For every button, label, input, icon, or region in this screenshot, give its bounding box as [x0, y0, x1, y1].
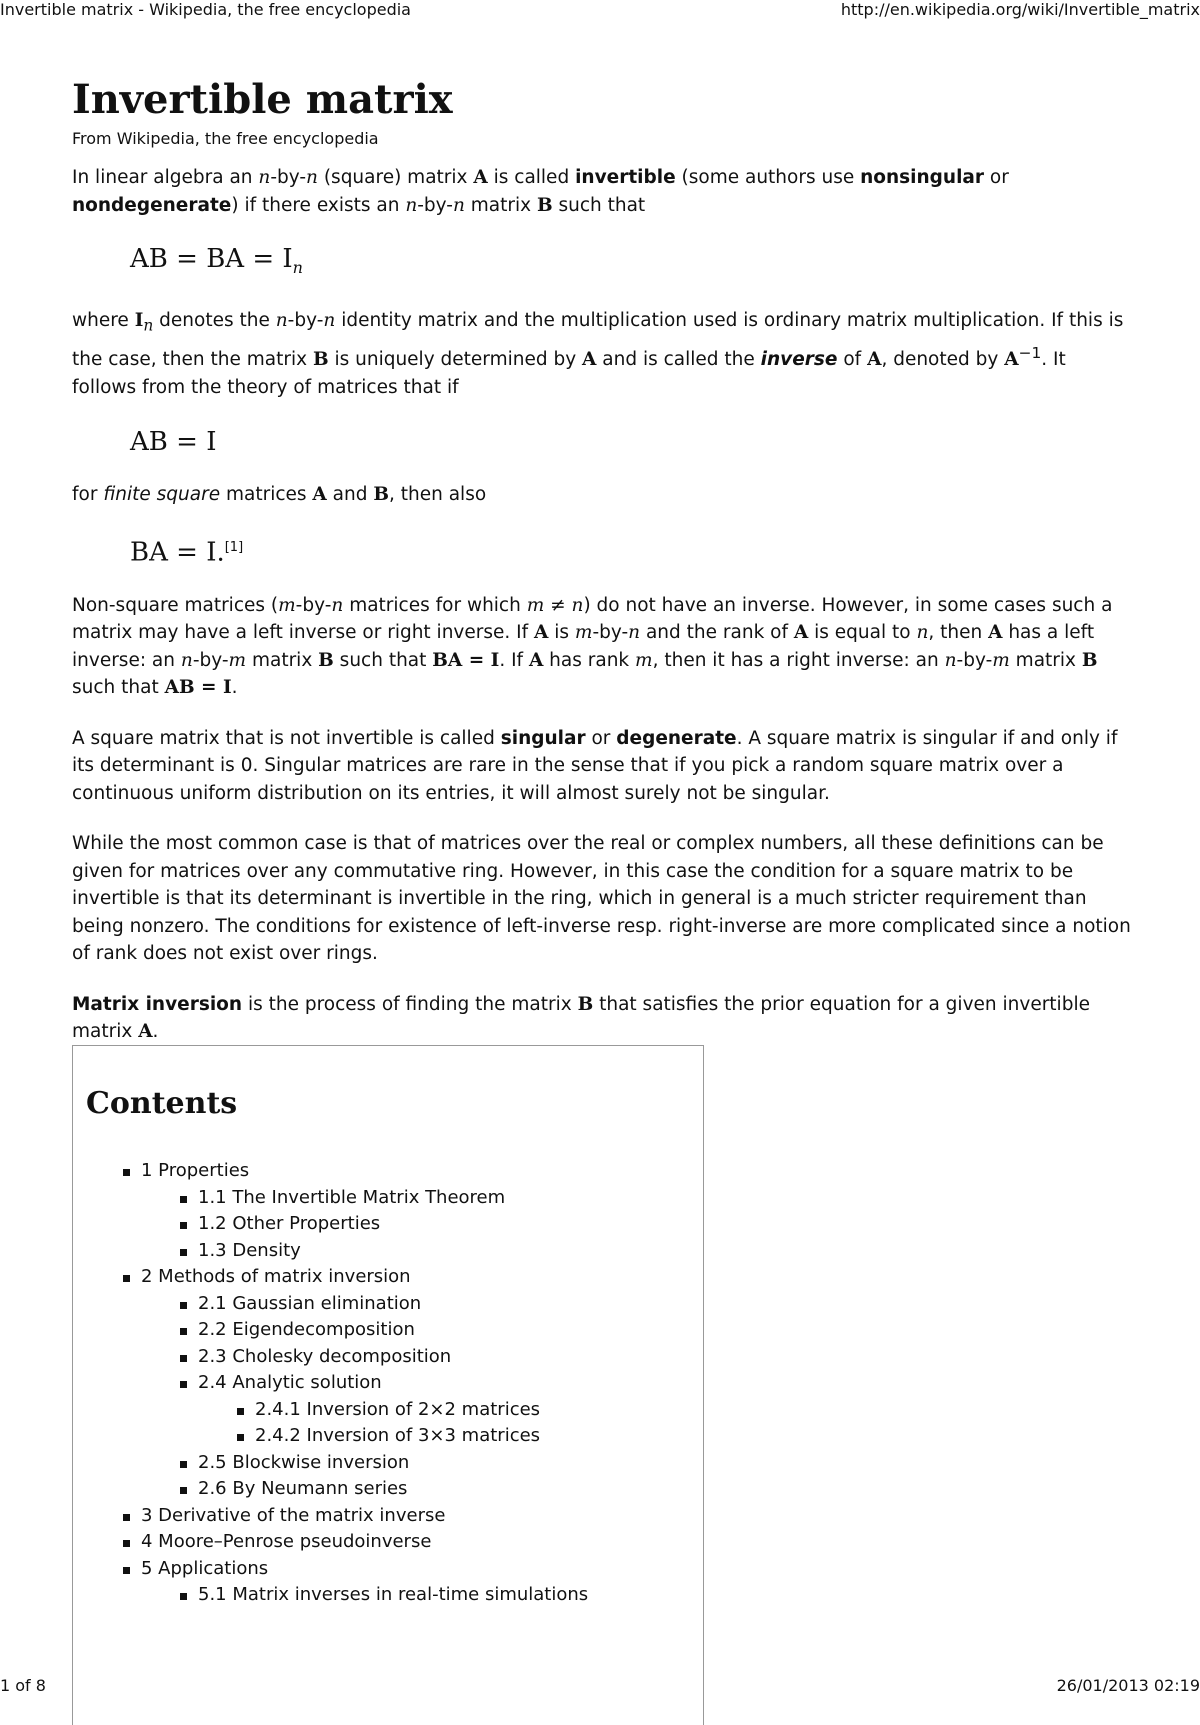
- print-footer-datetime: 26/01/2013 02:19: [1056, 1676, 1200, 1695]
- toc-item[interactable]: 2.6 By Neumann series: [180, 1476, 588, 1503]
- toc-item[interactable]: 1.3 Density: [180, 1238, 588, 1265]
- equation-ab-i: AB = I: [130, 426, 217, 457]
- toc-item[interactable]: 2.4.1 Inversion of 2×2 matrices: [237, 1397, 588, 1424]
- toc-item[interactable]: 2.4.2 Inversion of 3×3 matrices: [237, 1423, 588, 1450]
- reference-1-link[interactable]: [1]: [224, 540, 244, 556]
- toc-item[interactable]: 3 Derivative of the matrix inverse: [123, 1503, 588, 1530]
- term-nonsingular: nonsingular: [860, 167, 985, 188]
- print-header: [0, 0, 1200, 22]
- definition-paragraph: where $I_n$ denotes the n-by-n identity matrix and the multiplication used is ordinary matrix multiplication. If this is the case, then the matrix B is uniquely determined by A and is called the inverse of A, denoted by $A^{-1}$. It follows from the theory of matrices that if: [72, 310, 1124, 399]
- finite-square-paragraph: for finite square matrices A and B, then also: [72, 483, 487, 505]
- toc-list: [123, 1158, 588, 1609]
- toc-item[interactable]: 2 Methods of matrix inversion: [123, 1264, 588, 1291]
- toc-item[interactable]: 4 Moore–Penrose pseudoinverse: [123, 1529, 588, 1556]
- term-singular: singular: [500, 727, 586, 749]
- toc-heading: Contents: [86, 1086, 238, 1121]
- page-title: Invertible matrix: [72, 76, 453, 123]
- term-nondegenerate: nondegenerate: [72, 194, 232, 216]
- term-finite-square: finite square: [103, 483, 221, 505]
- print-footer-page: 1 of 8: [0, 1676, 46, 1695]
- intro-paragraph: In linear algebra an n-by-n (square) matrix A is called invertible (some authors use nonsingular or nondegenerate) if there exists an n-by-n matrix B such that: [72, 167, 1009, 216]
- term-matrix-inversion: Matrix inversion: [72, 993, 243, 1015]
- toc-item[interactable]: 2.2 Eigendecomposition: [180, 1317, 588, 1344]
- matrix-inversion-paragraph: Matrix inversion is the process of finding the matrix B that satisfies the prior equation for a given invertible matrix A.: [72, 993, 1090, 1043]
- term-inverse: inverse: [760, 349, 838, 371]
- print-footer: [0, 1676, 1200, 1698]
- toc-item[interactable]: 1.2 Other Properties: [180, 1211, 588, 1238]
- ring-paragraph: While the most common case is that of matrices over the real or complex numbers, all these definitions can be given for matrices over any commutative ring. However, in this case the condition for a square matrix to be invertible is that its determinant is invertible in the ring, which in general is a much stricter requirement than being nonzero. The conditions for existence of left-inverse resp. right-inverse are more complicated since a notion of rank does not exist over rings.: [72, 833, 1131, 965]
- print-header-title: Invertible matrix - Wikipedia, the free encyclopedia: [0, 0, 411, 19]
- term-invertible: invertible: [575, 167, 676, 188]
- toc-item[interactable]: 2.5 Blockwise inversion: [180, 1450, 588, 1477]
- equation-ba-i: BA = I.[1]: [130, 537, 244, 568]
- toc-item[interactable]: 5 Applications: [123, 1556, 588, 1583]
- term-degenerate: degenerate: [616, 727, 737, 749]
- non-square-paragraph: Non-square matrices (m-by-n matrices for which m ≠ n) do not have an inverse. However, in some cases such a matrix may have a left inverse or right inverse. If A is m-by-n and the rank of A is equal to n, then A has a left inverse: an n-by-m matrix B such that BA = I. If A has rank m, then it has a right inverse: an n-by-m matrix B such that AB = I.: [72, 594, 1113, 699]
- toc-item[interactable]: 2.3 Cholesky decomposition: [180, 1344, 588, 1371]
- toc-item[interactable]: 1.1 The Invertible Matrix Theorem: [180, 1185, 588, 1212]
- toc-item[interactable]: 2.1 Gaussian elimination: [180, 1291, 588, 1318]
- equation-ab-ba-in: AB = BA = $I_n$: [130, 244, 303, 278]
- page-tagline: From Wikipedia, the free encyclopedia: [72, 129, 379, 148]
- print-header-url: http://en.wikipedia.org/wiki/Invertible_matrix: [840, 0, 1200, 19]
- toc-item[interactable]: 5.1 Matrix inverses in real-time simulations: [180, 1582, 588, 1609]
- table-of-contents: [72, 1045, 704, 1725]
- toc-item[interactable]: 1 Properties: [123, 1158, 588, 1185]
- toc-item[interactable]: 2.4 Analytic solution: [180, 1370, 588, 1397]
- article-content: [72, 76, 1132, 1069]
- singular-paragraph: A square matrix that is not invertible is called singular or degenerate. A square matrix is singular if and only if its determinant is 0. Singular matrices are rare in the sense that if you pick a random square matrix over a continuous uniform distribution on its entries, it will almost surely not be singular.: [72, 727, 1118, 804]
